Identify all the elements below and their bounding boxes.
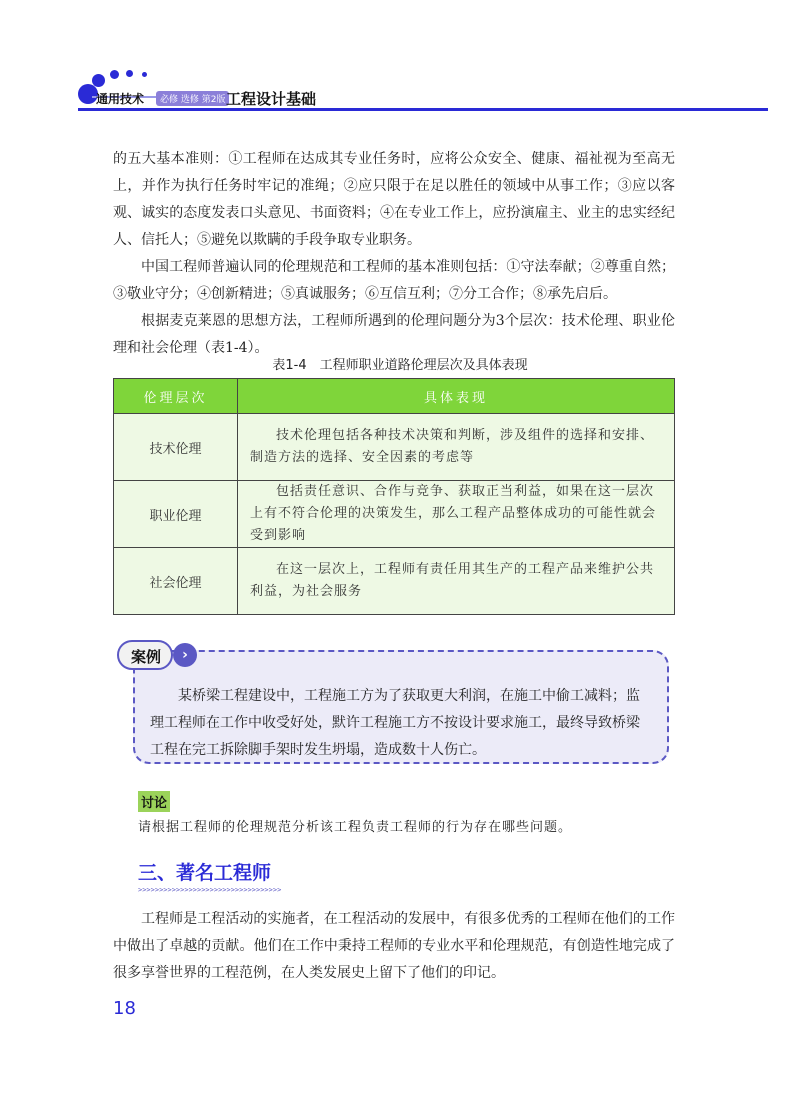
section-arrows-decoration: >>>>>>>>>>>>>>>>>>>>>>>>>>>>>>>>>> xyxy=(138,886,282,894)
header-rule xyxy=(78,108,768,111)
table-cell-level: 社会伦理 xyxy=(114,548,238,615)
table-header-level: 伦理层次 xyxy=(114,379,238,414)
ethics-levels-table xyxy=(113,378,675,615)
table-cell-desc: 包括责任意识、合作与竞争、获取正当利益，如果在这一层次上有不符合伦理的决策发生，那么工程产品整体成功的可能性就会受到影响 xyxy=(238,481,675,548)
discussion-text: 请根据工程师的伦理规范分析该工程负责工程师的行为存在哪些问题。 xyxy=(138,820,573,835)
header-series: 通用技术 xyxy=(96,92,145,106)
table-row xyxy=(114,548,675,615)
table-cell-level: 职业伦理 xyxy=(114,481,238,548)
paragraph-chinese-norms: 中国工程师普遍认同的伦理规范和工程师的基本准则包括：①守法奉献；②尊重自然；③敬业守分；④创新精进；⑤真诚服务；⑥互信互利；⑦分工合作；⑧承先启后。 xyxy=(113,259,675,302)
table-row xyxy=(114,481,675,548)
paragraph-three-levels: 根据麦克莱恩的思想方法，工程师所遇到的伦理问题分为3个层次：技术伦理、职业伦理和社会伦理（表1-4）。 xyxy=(113,313,675,356)
paragraph-five-principles: 的五大基本准则：①工程师在达成其专业任务时，应将公众安全、健康、福祉视为至高无上，并作为执行任务时牢记的准绳；②应只限于在足以胜任的领域中从事工作；③应以客观、诚实的态度发表口头意见、书面资料；④在专业工作上，应扮演雇主、业主的忠实经纪人、信托人；⑤避免以欺瞒的手段争取专业职务。 xyxy=(113,151,675,248)
page-number: 18 xyxy=(113,998,136,1019)
table-cell-desc: 在这一层次上，工程师有责任用其生产的工程产品来维护公共利益，为社会服务 xyxy=(238,548,675,615)
case-label: 案例 xyxy=(117,640,173,670)
table-row xyxy=(114,414,675,481)
section-body: 工程师是工程活动的实施者，在工程活动的发展中，有很多优秀的工程师在他们的工作中做出了卓越的贡献。他们在工作中秉持工程师的专业水平和伦理规范，有创造性地完成了很多享誉世界的工程范例，在人类发展史上留下了他们的印记。 xyxy=(113,911,675,981)
case-text: 某桥梁工程建设中，工程施工方为了获取更大利润，在施工中偷工减料；监理工程师在工作中收受好处，默许工程施工方不按设计要求施工，最终导致桥梁工程在完工拆除脚手架时发生坍塌，造成数十人伤亡。 xyxy=(150,688,640,758)
header-chapter-title: 工程设计基础 xyxy=(226,90,317,108)
table-header-desc: 具体表现 xyxy=(238,379,675,414)
discussion-label: 讨论 xyxy=(138,791,170,812)
section-title: 三、著名工程师 xyxy=(138,862,272,884)
table-cell-desc: 技术伦理包括各种技术决策和判断，涉及组件的选择和安排、制造方法的选择、安全因素的考虑等 xyxy=(238,414,675,481)
table-caption: 表1-4 工程师职业道路伦理层次及具体表现 xyxy=(272,358,528,373)
table-cell-level: 技术伦理 xyxy=(114,414,238,481)
chevron-right-icon: › xyxy=(173,643,197,667)
page-header xyxy=(0,0,800,120)
table-header-row xyxy=(114,379,675,414)
header-badge: 必修 选修 第2版 xyxy=(156,91,229,106)
